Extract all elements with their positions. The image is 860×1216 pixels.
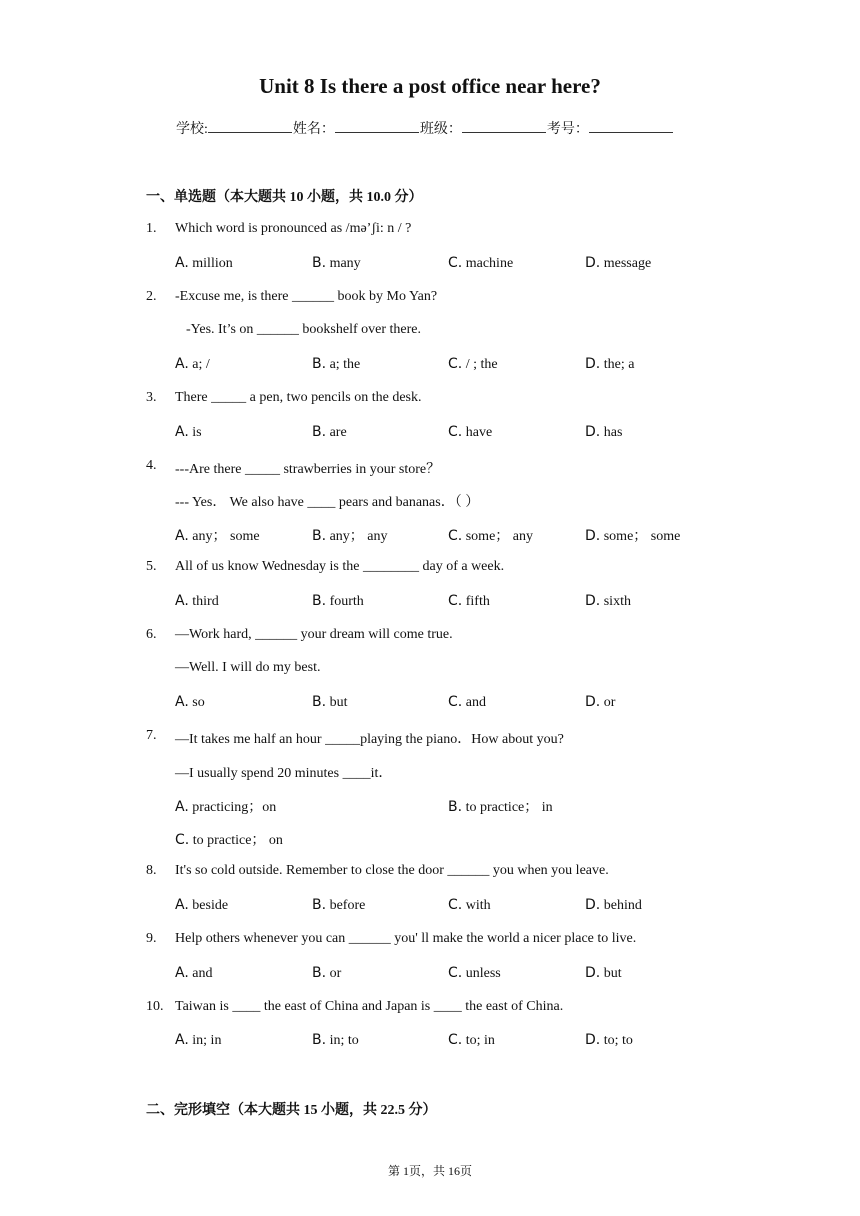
exam-number-label: 考号： [546, 122, 589, 137]
option-d[interactable]: D. some； some [585, 528, 681, 544]
question-text: —It takes me half an hour _____playing the piano．How about you? [175, 732, 564, 747]
question-number: 2. [146, 289, 157, 304]
section-heading-cloze: 二、完形填空（本大题共 15 小题，共 22.5 分） [146, 1103, 437, 1118]
option-b[interactable]: B. any； any [312, 528, 388, 544]
option-d[interactable]: D. has [585, 424, 623, 440]
school-blank [208, 119, 292, 133]
question-number: 5. [146, 559, 157, 574]
page-title: Unit 8 Is there a post office near here? [259, 74, 601, 98]
name-label: 姓名： [292, 122, 335, 137]
option-a[interactable]: A. is [175, 424, 202, 440]
option-b[interactable]: B. are [312, 424, 347, 440]
option-a[interactable]: A. a; / [175, 356, 210, 372]
option-a[interactable]: A. and [175, 965, 213, 981]
school-label: 学校: [176, 122, 208, 137]
option-c[interactable]: C. / ; the [448, 356, 498, 372]
question-number: 10. [146, 999, 164, 1014]
option-d[interactable]: D. but [585, 965, 622, 981]
option-d[interactable]: D. behind [585, 897, 642, 913]
option-c[interactable]: C. with [448, 897, 491, 913]
class-label: 班级： [419, 122, 462, 137]
option-a[interactable]: A. any； some [175, 528, 260, 544]
option-b[interactable]: B. before [312, 897, 366, 913]
option-d[interactable]: D. or [585, 694, 616, 710]
question-text: Which word is pronounced as /mə’ʃi: n / ? [175, 221, 412, 236]
option-d[interactable]: D. sixth [585, 593, 631, 609]
option-c[interactable]: C. to; in [448, 1032, 495, 1048]
option-b[interactable]: B. in; to [312, 1032, 359, 1048]
question-number: 8. [146, 863, 157, 878]
option-a[interactable]: A. beside [175, 897, 229, 913]
option-b[interactable]: B. a; the [312, 356, 361, 372]
option-b[interactable]: B. but [312, 694, 348, 710]
option-b[interactable]: B. fourth [312, 593, 364, 609]
question-text: Taiwan is ____ the east of China and Japan is ____ the east of China. [175, 999, 564, 1014]
question-text-line-2: --- Yes． We also have ____ pears and bananas．（ ） [175, 495, 480, 510]
option-b[interactable]: B. many [312, 255, 361, 271]
option-a[interactable]: A. million [175, 255, 233, 271]
option-d[interactable]: D. to; to [585, 1032, 633, 1048]
student-info-line [176, 118, 674, 138]
page-footer: 第 1页，共 16页 [387, 1164, 472, 1178]
question-text-line-2: —I usually spend 20 minutes ____it． [175, 766, 393, 781]
option-a[interactable]: A. in; in [175, 1032, 222, 1048]
question-text: -Excuse me, is there ______ book by Mo Yan? [175, 289, 438, 304]
question-number: 6. [146, 627, 157, 642]
question-number: 9. [146, 931, 157, 946]
question-text: All of us know Wednesday is the ________ day of a week. [175, 559, 505, 574]
option-d[interactable]: D. message [585, 255, 652, 271]
question-text: Help others whenever you can ______ you' ll make the world a nicer place to live. [175, 931, 637, 946]
section-heading-multiple-choice: 一、单选题（本大题共 10 小题，共 10.0 分） [146, 190, 423, 205]
question-text: ---Are there _____ strawberries in your store？ [175, 462, 441, 477]
option-c[interactable]: C. to practice； on [175, 832, 283, 848]
option-b[interactable]: B. to practice； in [448, 799, 553, 815]
option-c[interactable]: C. unless [448, 965, 501, 981]
question-number: 3. [146, 390, 157, 405]
exam-number-blank [589, 119, 673, 133]
option-c[interactable]: C. some； any [448, 528, 533, 544]
option-a[interactable]: A. practicing；on [175, 799, 277, 815]
question-text-line-2: —Well. I will do my best. [175, 660, 321, 675]
option-d[interactable]: D. the; a [585, 356, 635, 372]
option-c[interactable]: C. machine [448, 255, 514, 271]
question-number: 1. [146, 221, 157, 236]
question-text: It's so cold outside. Remember to close the door ______ you when you leave. [175, 863, 609, 878]
question-number: 4. [146, 458, 157, 473]
option-c[interactable]: C. fifth [448, 593, 490, 609]
question-text: —Work hard, ______ your dream will come true. [175, 627, 453, 642]
option-b[interactable]: B. or [312, 965, 342, 981]
option-c[interactable]: C. and [448, 694, 486, 710]
question-text-line-2: -Yes. It’s on ______ bookshelf over there. [186, 322, 421, 337]
option-a[interactable]: A. third [175, 593, 219, 609]
question-text: There _____ a pen, two pencils on the desk. [175, 390, 422, 405]
name-blank [335, 119, 419, 133]
option-a[interactable]: A. so [175, 694, 205, 710]
option-c[interactable]: C. have [448, 424, 493, 440]
question-number: 7. [146, 728, 157, 743]
class-blank [462, 119, 546, 133]
